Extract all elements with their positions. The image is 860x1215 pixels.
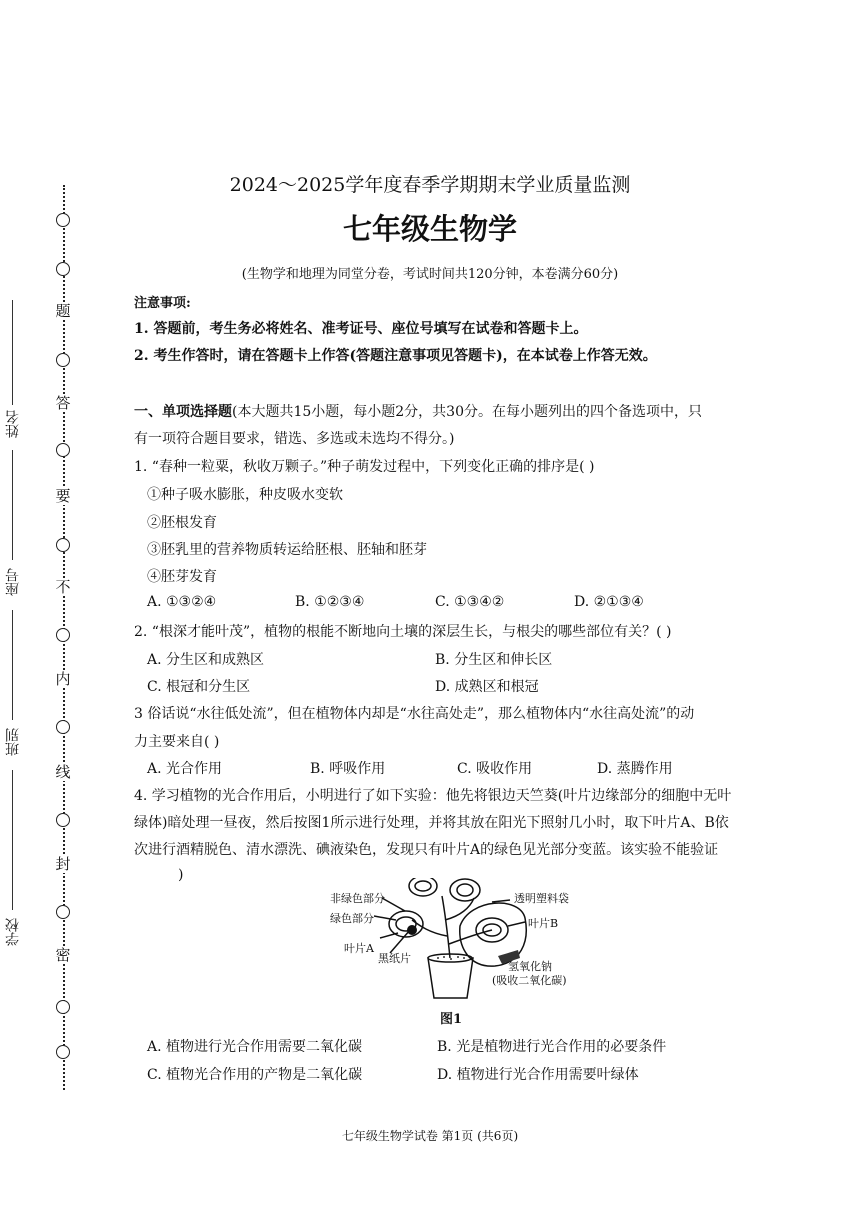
- label-green: 绿色部分: [330, 912, 374, 925]
- option-c: C. 根冠和分生区: [147, 679, 251, 695]
- option-b: B. 呼吸作用: [310, 761, 386, 777]
- section-heading: 一、单项选择题: [134, 404, 232, 420]
- section-instruction: [134, 401, 702, 421]
- question-step: ④胚芽发育: [147, 569, 217, 585]
- question-stem: 4. 学习植物的光合作用后，小明进行了如下实验：他先将银边天竺葵(叶片边缘部分的细胞中无叶: [134, 788, 732, 804]
- field-underline: [12, 450, 13, 560]
- section-instruction: 有一项符合题目要求，错选、多选或未选均不得分。): [134, 431, 455, 447]
- figure-caption: 图1: [440, 1012, 463, 1027]
- notice-heading: 注意事项:: [134, 296, 191, 311]
- label-leaf-b: 叶片B: [528, 917, 559, 930]
- seal-char: 线: [55, 763, 71, 781]
- option-a: A. 分生区和成熟区: [147, 652, 265, 668]
- seal-circle: [56, 720, 70, 734]
- exam-title: 2024～2025学年度春季学期期末学业质量监测: [229, 174, 631, 196]
- label-naoh: 氢氧化钠: [508, 960, 552, 973]
- seal-circle: [56, 628, 70, 642]
- seal-char: 内: [55, 670, 71, 688]
- label-black-paper: 黑纸片: [378, 952, 411, 965]
- option-b: B. 分生区和伸长区: [435, 652, 553, 668]
- seal-char: 封: [55, 855, 71, 873]
- question-stem: 绿体)暗处理一昼夜，然后按图1所示进行处理，并将其放在阳光下照射几小时，取下叶片A、B依: [134, 815, 729, 831]
- option-b: B. 光是植物进行光合作用的必要条件: [437, 1039, 667, 1055]
- option-c: C. 吸收作用: [457, 761, 533, 777]
- option-c: C. 植物光合作用的产物是二氧化碳: [147, 1067, 363, 1083]
- option-d: D. 成熟区和根冠: [435, 679, 539, 695]
- seal-circle: [56, 1000, 70, 1014]
- option-a: A. ①③②④: [147, 594, 217, 610]
- question-stem: 3 俗话说“水往低处流”，但在植物体内却是“水往高处走”，那么植物体内“水往高处流”的动: [134, 706, 695, 722]
- option-a: A. 光合作用: [147, 761, 223, 777]
- option-d: D. ②①③④: [574, 594, 644, 610]
- notice-item: 1. 答题前，考生务必将姓名、准考证号、座位号填写在试卷和答题卡上。: [134, 321, 588, 337]
- question-stem: 力主要来自( ): [134, 734, 220, 750]
- question-stem: ): [178, 867, 184, 883]
- label-leaf-a: 叶片A: [344, 942, 374, 955]
- option-d: D. 蒸腾作用: [597, 761, 673, 777]
- figure-1: [320, 878, 580, 1003]
- option-b: B. ①②③④: [295, 594, 365, 610]
- option-d: D. 植物进行光合作用需要叶绿体: [437, 1067, 639, 1083]
- option-a: A. 植物进行光合作用需要二氧化碳: [147, 1039, 363, 1055]
- seal-char: 密: [55, 946, 71, 964]
- name-field-label: 姓名: [5, 410, 21, 438]
- question-step: ③胚乳里的营养物质转运给胚根、胚轴和胚芽: [147, 542, 427, 558]
- label-naoh-note: (吸收二氧化碳): [492, 974, 567, 987]
- seal-circle: [56, 353, 70, 367]
- school-field-label: 学校: [5, 918, 21, 946]
- field-underline: [12, 610, 13, 720]
- seal-circle: [56, 1045, 70, 1059]
- seal-circle: [56, 443, 70, 457]
- subject-title: 七年级生物学: [342, 212, 517, 246]
- seal-char: 答: [55, 394, 71, 412]
- question-step: ②胚根发育: [147, 515, 217, 531]
- notice-item: 2. 考生作答时，请在答题卡上作答(答题注意事项见答题卡)，在本试卷上作答无效。: [134, 348, 657, 364]
- seat-field-label: 座号: [5, 568, 21, 596]
- class-field-label: 班别: [5, 728, 21, 756]
- question-stem: 1. “春种一粒粟，秋收万颗子。”种子萌发过程中，下列变化正确的排序是( ): [134, 459, 595, 475]
- exam-subtitle: (生物学和地理为同堂分卷，考试时间共120分钟，本卷满分60分): [241, 267, 619, 282]
- label-non-green: 非绿色部分: [330, 892, 385, 905]
- page-footer: 七年级生物学试卷 第1页 (共6页): [341, 1129, 519, 1143]
- seal-char: 要: [55, 487, 71, 505]
- question-stem: 次进行酒精脱色、清水漂洗、碘液染色，发现只有叶片A的绿色见光部分变蓝。该实验不能验证: [134, 842, 719, 858]
- seal-char: 题: [55, 302, 71, 320]
- question-step: ①种子吸水膨胀，种皮吸水变软: [147, 487, 343, 503]
- field-underline: [12, 300, 13, 405]
- seal-circle: [56, 538, 70, 552]
- seal-circle: [56, 813, 70, 827]
- seal-circle: [56, 905, 70, 919]
- field-underline: [12, 770, 13, 910]
- option-c: C. ①③④②: [435, 594, 505, 610]
- section-instruction-text: (本大题共15小题，每小题2分，共30分。在每小题列出的四个备选项中，只: [232, 404, 702, 420]
- seal-char: 不: [55, 578, 71, 596]
- label-plastic-bag: 透明塑料袋: [514, 892, 569, 905]
- question-stem: 2. “根深才能叶茂”，植物的根能不断地向土壤的深层生长，与根尖的哪些部位有关？( ): [134, 624, 672, 640]
